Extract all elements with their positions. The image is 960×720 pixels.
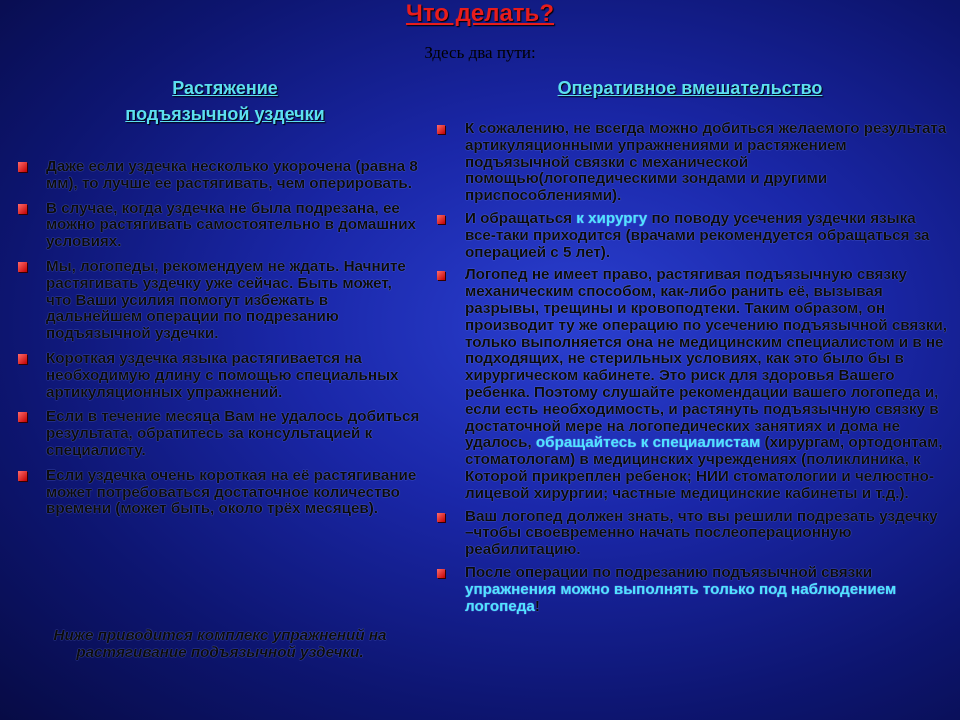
bullet-square-icon	[18, 262, 27, 272]
left-heading-line1: Растяжение	[172, 78, 278, 98]
surgeon-highlight: к хирургу	[576, 209, 648, 227]
list-item: В случае, когда уздечка не была подрезана, ее можно растягивать самостоятельно в домашних условиях.	[18, 201, 420, 251]
sessions-emphasis: на логопедических занятиях и дома не удалось,	[465, 417, 901, 452]
right-column-heading: Оперативное вмешательство	[557, 78, 823, 98]
slide-title: Что делать?	[406, 0, 554, 27]
bullet-square-icon	[437, 215, 445, 224]
left-heading-line2: подъязычной уздечки	[125, 104, 325, 124]
bullet-square-icon	[18, 471, 27, 481]
list-item: Ваш логопед должен знать, что вы решили подрезать уздечку –чтобы своевременно начать послеоперационную реабилитацию.	[437, 509, 947, 559]
exercises-highlight: упражнения можно выполнять только под наблюдением логопеда	[465, 580, 897, 615]
list-item: Короткая уздечка языка растягивается на необходимую длину с помощью специальных артикуляционных упражнений.	[18, 351, 420, 401]
bullet-square-icon	[437, 569, 445, 578]
specialists-highlight: обращайтесь к специалистам	[531, 434, 761, 452]
bullet-square-icon	[437, 125, 445, 134]
left-bullet-list	[18, 159, 420, 526]
stretch-emphasis: растянуть подъязычную связку	[681, 400, 926, 418]
exercises-note: Ниже приводится комплекс упражнений на растягивание подъязычной уздечки.	[53, 627, 387, 661]
list-item: Мы, логопеды, рекомендуем не ждать. Начните растягивать уздечку уже сейчас. Быть может, что Ваши усилия помогут избежать в дальнейшем операции по подрезанию подъязычной уздечки.	[18, 259, 420, 343]
list-item: Если в течение месяца Вам не удалось добиться результата, обратитесь за консультацией к специалисту.	[18, 409, 420, 459]
right-bullet-list	[437, 121, 947, 621]
bullet-square-icon	[437, 513, 445, 522]
list-item: К сожалению, не всегда можно добиться желаемого результата артикуляционными упражнениями и растяжением подъязычной связки с механической помощью(логопедическими зондами и другими приспособлениями).	[437, 121, 947, 205]
list-item: Если уздечка очень короткая на её растягивание может потребоваться достаточное количество времени (может быть, около трёх месяцев).	[18, 468, 420, 518]
list-item: И обращаться к хирургу по поводу усечения уздечки языка все-таки приходится (врачами рекомендуется обращаться за операцией с 5 лет).	[437, 211, 947, 261]
list-item: Даже если уздечка несколько укорочена (равна 8 мм), то лучше ее растягивать, чем оперировать.	[18, 159, 420, 193]
bullet-square-icon	[18, 412, 27, 422]
slide-subtitle: Здесь два пути:	[424, 43, 536, 62]
list-item: Логопед не имеет право, растягивая подъязычную связку механическим способом, как-либо ранить её, вызывая разрывы, трещины и кровоподтеки. Таким образом, он производит ту же операцию по усечению подъязычной связки, только выполняется она не медицинским специалистом и в не подходящих, не стерильных условиях, как это было бы в хирургическом кабинете. Это риск для здоровья Вашего ребенка. Поэтому слушайте рекомендации вашего логопеда и, если есть необходимость, и растянуть подъязычную связку в достаточной мере на логопедических занятиях и дома не удалось, обращайтесь к специалистам (хирургам, ортодонтам, стоматологам) в медицинских учреждениях (поликлиника, к Которой прикреплен ребенок; НИИ стоматологии и челюстно-лицевой хирургии; частные медицинские кабинеты и т.д.).	[437, 267, 947, 502]
bullet-square-icon	[437, 271, 445, 280]
bullet-square-icon	[18, 162, 27, 172]
bullet-square-icon	[18, 204, 27, 214]
bullet-square-icon	[18, 354, 27, 364]
left-column-heading	[80, 75, 370, 127]
list-item: После операции по подрезанию подъязычной связки упражнения можно выполнять только под наблюдением логопеда!	[437, 565, 947, 615]
